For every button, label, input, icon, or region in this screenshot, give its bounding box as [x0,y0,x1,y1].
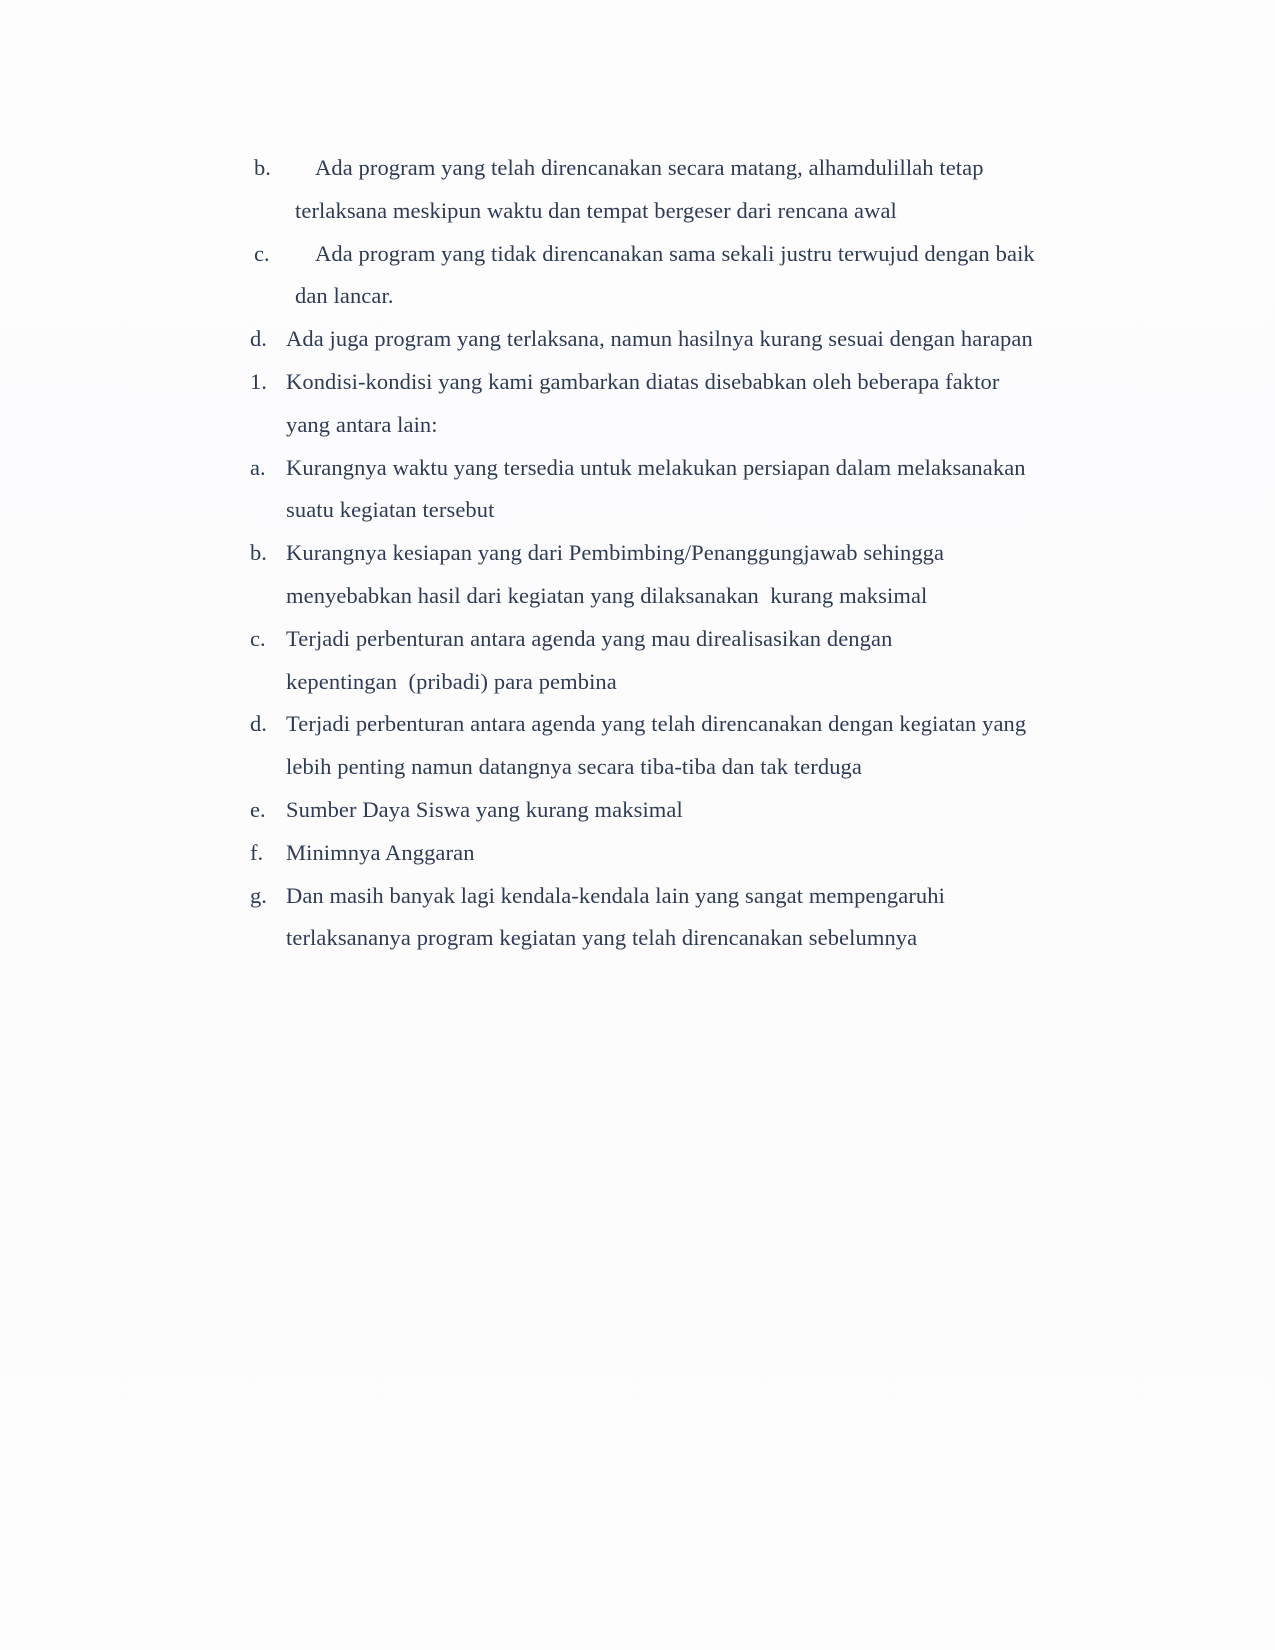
list-marker: f. [250,839,264,865]
list-item-text [286,703,1275,789]
text-line: Ada program yang telah direncanakan secara matang, alhamdulillah tetap [315,155,984,180]
list-item-text [286,532,1275,618]
list-item-text [286,789,1275,832]
text-line: lebih penting namun datangnya secara tiba-tiba dan tak terduga [286,754,862,780]
text-line: terlaksana meskipun waktu dan tempat bergeser dari rencana awal [295,197,897,223]
list-marker: b. [250,540,267,566]
list-marker: d. [250,711,267,737]
list-marker: 1. [250,368,267,394]
text-line: yang antara lain: [286,411,438,437]
text-line: kepentingan (pribadi) para pembina [286,668,617,694]
text-line: terlaksananya program kegiatan yang telah direncanakan sebelumnya [286,925,918,951]
list-marker: a. [250,454,266,480]
text-line: Terjadi perbenturan antara agenda yang mau direalisasikan dengan [286,625,893,651]
list-item-text [295,147,1275,233]
list-item [0,233,1275,319]
list-item-text [286,618,1275,704]
text-line: Ada juga program yang terlaksana, namun hasilnya kurang sesuai dengan harapan [286,326,1033,352]
text-line: Dan masih banyak lagi kendala-kendala lain yang sangat mempengaruhi [286,882,945,908]
list-item [0,832,1275,875]
list-marker: c. [254,240,270,266]
list-item [0,618,1275,704]
list-item [0,703,1275,789]
list-marker: g. [250,882,267,908]
list-marker: e. [250,796,266,822]
list-item-text [295,233,1275,319]
text-line: Ada program yang tidak direncanakan sama sekali justru terwujud dengan baik [315,240,1035,266]
text-line: Minimnya Anggaran [286,839,475,865]
list-item-text [286,447,1275,533]
list-marker: d. [250,326,267,352]
list-item [0,789,1275,832]
text-line: menyebabkan hasil dari kegiatan yang dilaksanakan kurang maksimal [286,582,928,608]
list-marker: b. [254,155,271,180]
list-item [0,147,1275,233]
list-item-text [286,875,1275,961]
text-line: suatu kegiatan tersebut [286,497,495,523]
text-line: Kurangnya kesiapan yang dari Pembimbing/Penanggungjawab sehingga [286,540,945,566]
list-item [0,532,1275,618]
outline-list [0,147,1275,960]
list-item-text [286,361,1275,447]
list-item [0,361,1275,447]
list-item-text [286,318,1275,361]
text-line: Kurangnya waktu yang tersedia untuk melakukan persiapan dalam melaksanakan [286,454,1026,480]
text-line: dan lancar. [295,283,394,309]
list-item [0,875,1275,961]
list-marker: c. [250,625,266,651]
text-line: Sumber Daya Siswa yang kurang maksimal [286,796,683,822]
list-item-text [286,832,1275,875]
text-line: Kondisi-kondisi yang kami gambarkan diatas disebabkan oleh beberapa faktor [286,368,1000,394]
text-line: Terjadi perbenturan antara agenda yang telah direncanakan dengan kegiatan yang [286,711,1027,737]
list-item [0,447,1275,533]
list-item [0,318,1275,361]
